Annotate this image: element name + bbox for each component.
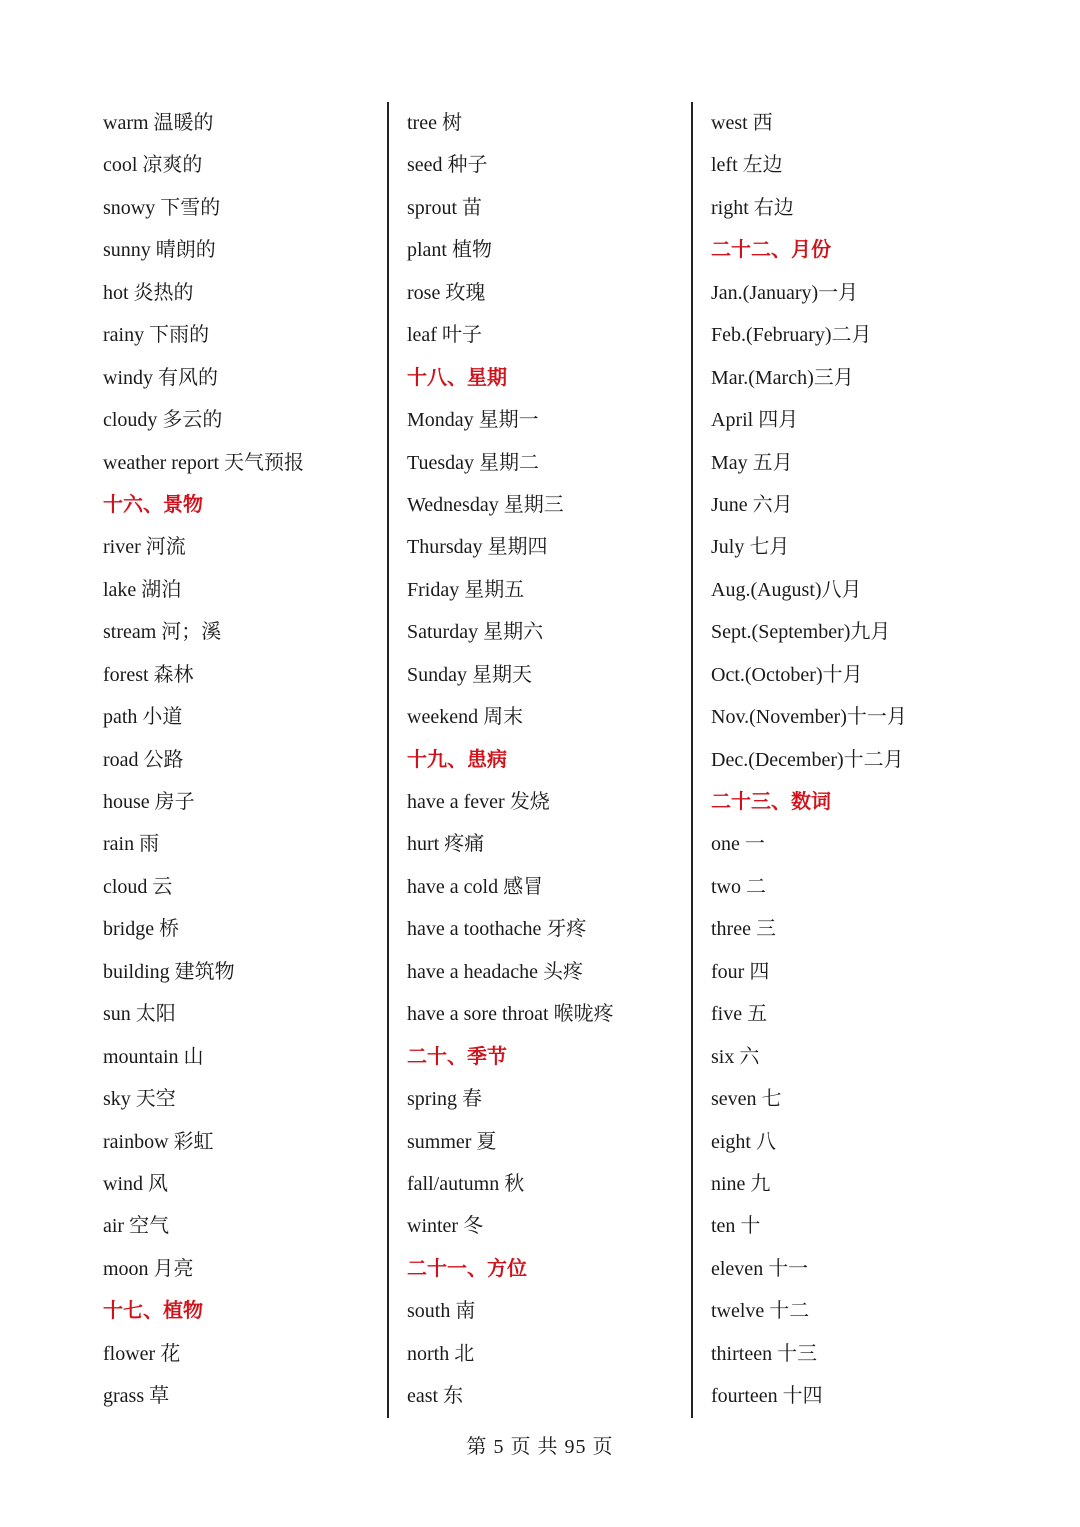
vocab-entry: mountain 山 [103, 1045, 204, 1068]
vocab-column-2 [407, 102, 707, 1418]
vocab-entry: grass 草 [103, 1385, 170, 1408]
vocab-entry: summer 夏 [407, 1130, 497, 1153]
vocab-entry: have a sore throat 喉咙疼 [407, 1003, 614, 1026]
vocab-entry: building 建筑物 [103, 960, 235, 983]
vocab-entry: five 五 [711, 1003, 768, 1026]
vocab-entry: Mar.(March)三月 [711, 366, 854, 389]
vocab-entry: May 五月 [711, 451, 793, 474]
vocab-entry: fourteen 十四 [711, 1385, 823, 1408]
vocab-entry: Sunday 星期天 [407, 663, 532, 686]
vocab-entry: eight 八 [711, 1130, 776, 1153]
vocab-entry: south 南 [407, 1300, 476, 1323]
vocab-entry: forest 森林 [103, 663, 194, 686]
vocab-entry: Oct.(October)十月 [711, 663, 863, 686]
vocab-entry: windy 有风的 [103, 366, 218, 389]
vocab-entry: path 小道 [103, 706, 183, 729]
vocab-entry: sunny 晴朗的 [103, 239, 216, 262]
vocab-entry: cool 凉爽的 [103, 154, 203, 177]
vocab-entry: rainbow 彩虹 [103, 1130, 214, 1153]
vocab-entry: Sept.(September)九月 [711, 621, 891, 644]
column-divider [691, 102, 693, 1418]
vocab-entry: have a cold 感冒 [407, 875, 544, 898]
vocab-entry: seven 七 [711, 1088, 782, 1111]
vocab-entry: Saturday 星期六 [407, 621, 544, 644]
vocab-entry: rose 玫瑰 [407, 281, 486, 304]
vocab-entry: hot 炎热的 [103, 281, 194, 304]
vocab-entry: Wednesday 星期三 [407, 493, 564, 516]
vocab-entry: Dec.(December)十二月 [711, 748, 904, 771]
vocab-entry: weekend 周末 [407, 706, 524, 729]
vocab-entry: sun 太阳 [103, 1003, 176, 1026]
vocab-entry: west 西 [711, 112, 773, 134]
vocab-entry: Aug.(August)八月 [711, 578, 862, 601]
vocab-entry: river 河流 [103, 536, 186, 559]
vocab-entry: wind 风 [103, 1172, 168, 1195]
section-heading: 二十一、方位 [407, 1257, 527, 1280]
vocab-entry: cloud 云 [103, 875, 173, 898]
vocab-entry: house 房子 [103, 791, 195, 813]
vocab-entry: north 北 [407, 1342, 475, 1365]
vocab-entry: seed 种子 [407, 154, 488, 177]
vocab-entry: Friday 星期五 [407, 578, 525, 601]
vocab-entry: Nov.(November)十一月 [711, 706, 907, 729]
vocab-entry: left 左边 [711, 154, 783, 177]
vocab-entry: July 七月 [711, 536, 790, 559]
section-heading: 十九、患病 [407, 748, 507, 771]
vocab-column-1 [103, 102, 403, 1418]
vocab-entry: sky 天空 [103, 1088, 176, 1111]
vocab-entry: thirteen 十三 [711, 1342, 818, 1365]
vocab-entry: April 四月 [711, 409, 799, 432]
vocab-entry: eleven 十一 [711, 1257, 809, 1280]
vocab-entry: ten 十 [711, 1215, 761, 1238]
vocab-entry: have a toothache 牙疼 [407, 918, 587, 941]
column-divider [387, 102, 389, 1418]
vocab-entry: east 东 [407, 1385, 464, 1408]
vocab-entry: three 三 [711, 918, 776, 941]
vocab-entry: cloudy 多云的 [103, 409, 223, 432]
vocab-entry: plant 植物 [407, 239, 492, 262]
vocab-entry: warm 温暖的 [103, 112, 214, 134]
section-heading: 十七、植物 [103, 1300, 203, 1323]
vocab-entry: four 四 [711, 960, 770, 983]
vocab-entry: Monday 星期一 [407, 409, 539, 432]
vocab-entry: winter 冬 [407, 1215, 484, 1238]
vocab-entry: Jan.(January)一月 [711, 281, 859, 304]
vocab-entry: hurt 疼痛 [407, 833, 485, 856]
vocab-entry: six 六 [711, 1045, 760, 1068]
vocab-entry: leaf 叶子 [407, 324, 482, 347]
section-heading: 二十二、月份 [711, 239, 831, 262]
vocab-entry: bridge 桥 [103, 918, 180, 941]
vocab-entry: flower 花 [103, 1342, 181, 1365]
vocab-entry: rainy 下雨的 [103, 324, 210, 347]
vocab-entry: twelve 十二 [711, 1300, 810, 1323]
vocab-column-3 [711, 102, 1011, 1418]
vocab-entry: have a headache 头疼 [407, 960, 584, 983]
page-number-footer: 第 5 页 共 95 页 [466, 1436, 614, 1458]
vocab-entry: sprout 苗 [407, 196, 482, 219]
section-heading: 十六、景物 [103, 493, 203, 516]
vocab-entry: two 二 [711, 875, 766, 898]
vocab-entry: road 公路 [103, 748, 184, 771]
vocab-entry: rain 雨 [103, 833, 160, 856]
vocab-entry: right 右边 [711, 196, 794, 219]
vocab-entry: one 一 [711, 833, 765, 856]
vocab-entry: fall/autumn 秋 [407, 1172, 525, 1195]
section-heading: 十八、星期 [407, 366, 507, 389]
vocab-entry: spring 春 [407, 1088, 482, 1111]
vocab-entry: Feb.(February)二月 [711, 324, 872, 347]
vocab-entry: moon 月亮 [103, 1257, 194, 1280]
section-heading: 二十三、数词 [711, 791, 831, 813]
vocab-entry: stream 河；溪 [103, 621, 222, 644]
vocab-entry: have a fever 发烧 [407, 791, 550, 813]
vocab-entry: June 六月 [711, 493, 793, 516]
vocab-entry: Thursday 星期四 [407, 536, 548, 559]
vocab-entry: snowy 下雪的 [103, 196, 221, 219]
vocab-entry: tree 树 [407, 112, 462, 134]
vocab-entry: air 空气 [103, 1215, 170, 1238]
vocab-entry: lake 湖泊 [103, 578, 182, 601]
vocab-entry: Tuesday 星期二 [407, 451, 540, 474]
vocab-entry: weather report 天气预报 [103, 451, 305, 474]
vocab-entry: nine 九 [711, 1172, 771, 1195]
section-heading: 二十、季节 [407, 1045, 507, 1068]
